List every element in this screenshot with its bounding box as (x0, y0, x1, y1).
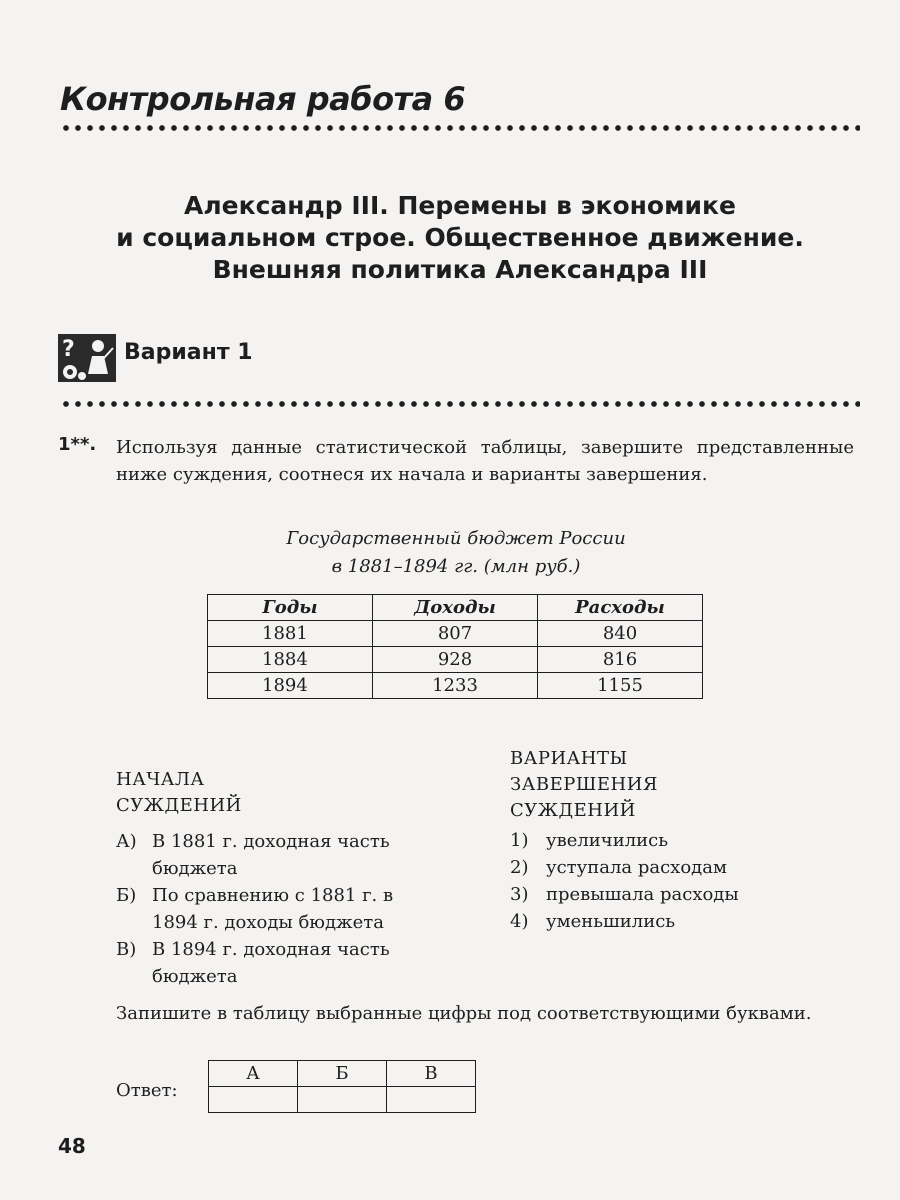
cell-income: 807 (373, 621, 538, 647)
answer-value-row (209, 1087, 476, 1113)
table-row (208, 647, 703, 673)
header-expenses: Расходы (538, 595, 703, 621)
variant-label: Вариант 1 (124, 340, 253, 365)
header-income: Доходы (373, 595, 538, 621)
answer-header-v: В (387, 1061, 476, 1087)
dotted-divider-variant (60, 400, 860, 408)
cell-income: 928 (373, 647, 538, 673)
dotted-divider-top (60, 124, 860, 132)
item-text-line: бюджета (152, 966, 238, 987)
svg-text:?: ? (62, 337, 75, 362)
cell-expenses: 1155 (538, 673, 703, 699)
list-item (510, 908, 739, 935)
cell-year: 1894 (208, 673, 373, 699)
answer-cell-v[interactable] (387, 1087, 476, 1113)
cell-income: 1233 (373, 673, 538, 699)
item-label: В) (116, 939, 137, 960)
item-text: превышала расходы (546, 884, 739, 905)
item-label: 4) (510, 911, 529, 932)
endings-title-line: ВАРИАНТЫ (510, 748, 628, 769)
item-label: 3) (510, 884, 529, 905)
item-label: Б) (116, 885, 137, 906)
header-years: Годы (208, 595, 373, 621)
topic-line: Александр III. Перемены в экономике (184, 191, 736, 220)
list-item (116, 936, 446, 990)
beginnings-title (116, 767, 242, 819)
topic-line: Внешняя политика Александра III (212, 255, 708, 284)
work-title: Контрольная работа 6 (60, 80, 466, 118)
endings-title-line: ЗАВЕРШЕНИЯ (510, 774, 658, 795)
endings-list (510, 827, 739, 935)
table-caption-line: в 1881–1894 гг. (млн руб.) (331, 556, 581, 577)
endings-title (510, 746, 658, 824)
list-item (510, 881, 739, 908)
item-text-line: бюджета (152, 858, 238, 879)
item-label: 1) (510, 830, 529, 851)
list-item (116, 828, 446, 882)
page-number: 48 (58, 1134, 86, 1158)
cell-year: 1884 (208, 647, 373, 673)
beginnings-list (116, 828, 446, 990)
answer-cell-a[interactable] (209, 1087, 298, 1113)
table-row (208, 621, 703, 647)
table-header-row (208, 595, 703, 621)
beginnings-title-line: СУЖДЕНИЙ (116, 795, 242, 816)
item-text: уступала расходам (546, 857, 727, 878)
item-label: 2) (510, 857, 529, 878)
item-text-line: В 1894 г. доходная часть (152, 939, 390, 960)
item-text: уменьшились (546, 911, 676, 932)
table-row (208, 673, 703, 699)
item-label: А) (116, 831, 137, 852)
answer-header-row (209, 1061, 476, 1087)
answer-cell-b[interactable] (298, 1087, 387, 1113)
quiz-figure-icon (58, 334, 116, 382)
item-text-line: В 1881 г. доходная часть (152, 831, 390, 852)
budget-table (207, 594, 703, 699)
cell-expenses: 840 (538, 621, 703, 647)
list-item (510, 854, 739, 881)
task-number: 1**. (58, 434, 97, 455)
item-text-line: 1894 г. доходы бюджета (152, 912, 384, 933)
answer-label: Ответ: (116, 1080, 178, 1101)
answer-table (208, 1060, 476, 1113)
endings-title-line: СУЖДЕНИЙ (510, 800, 636, 821)
cell-year: 1881 (208, 621, 373, 647)
table-caption-line: Государственный бюджет России (286, 528, 626, 549)
cell-expenses: 816 (538, 647, 703, 673)
item-text-line: По сравнению с 1881 г. в (152, 885, 394, 906)
task-text: Используя данные статистической таблицы, завершите представленные ниже суждения, соотнеся их начала и варианты завершения. (116, 437, 854, 485)
topic-title (60, 190, 860, 286)
topic-line: и социальном строе. Общественное движение. (116, 223, 804, 252)
write-instruction: Запишите в таблицу выбранные цифры под соответствующими буквами. (116, 1003, 812, 1024)
item-text: увеличились (546, 830, 669, 851)
list-item (510, 827, 739, 854)
beginnings-title-line: НАЧАЛА (116, 769, 205, 790)
list-item (116, 882, 446, 936)
answer-header-b: Б (298, 1061, 387, 1087)
answer-header-a: А (209, 1061, 298, 1087)
